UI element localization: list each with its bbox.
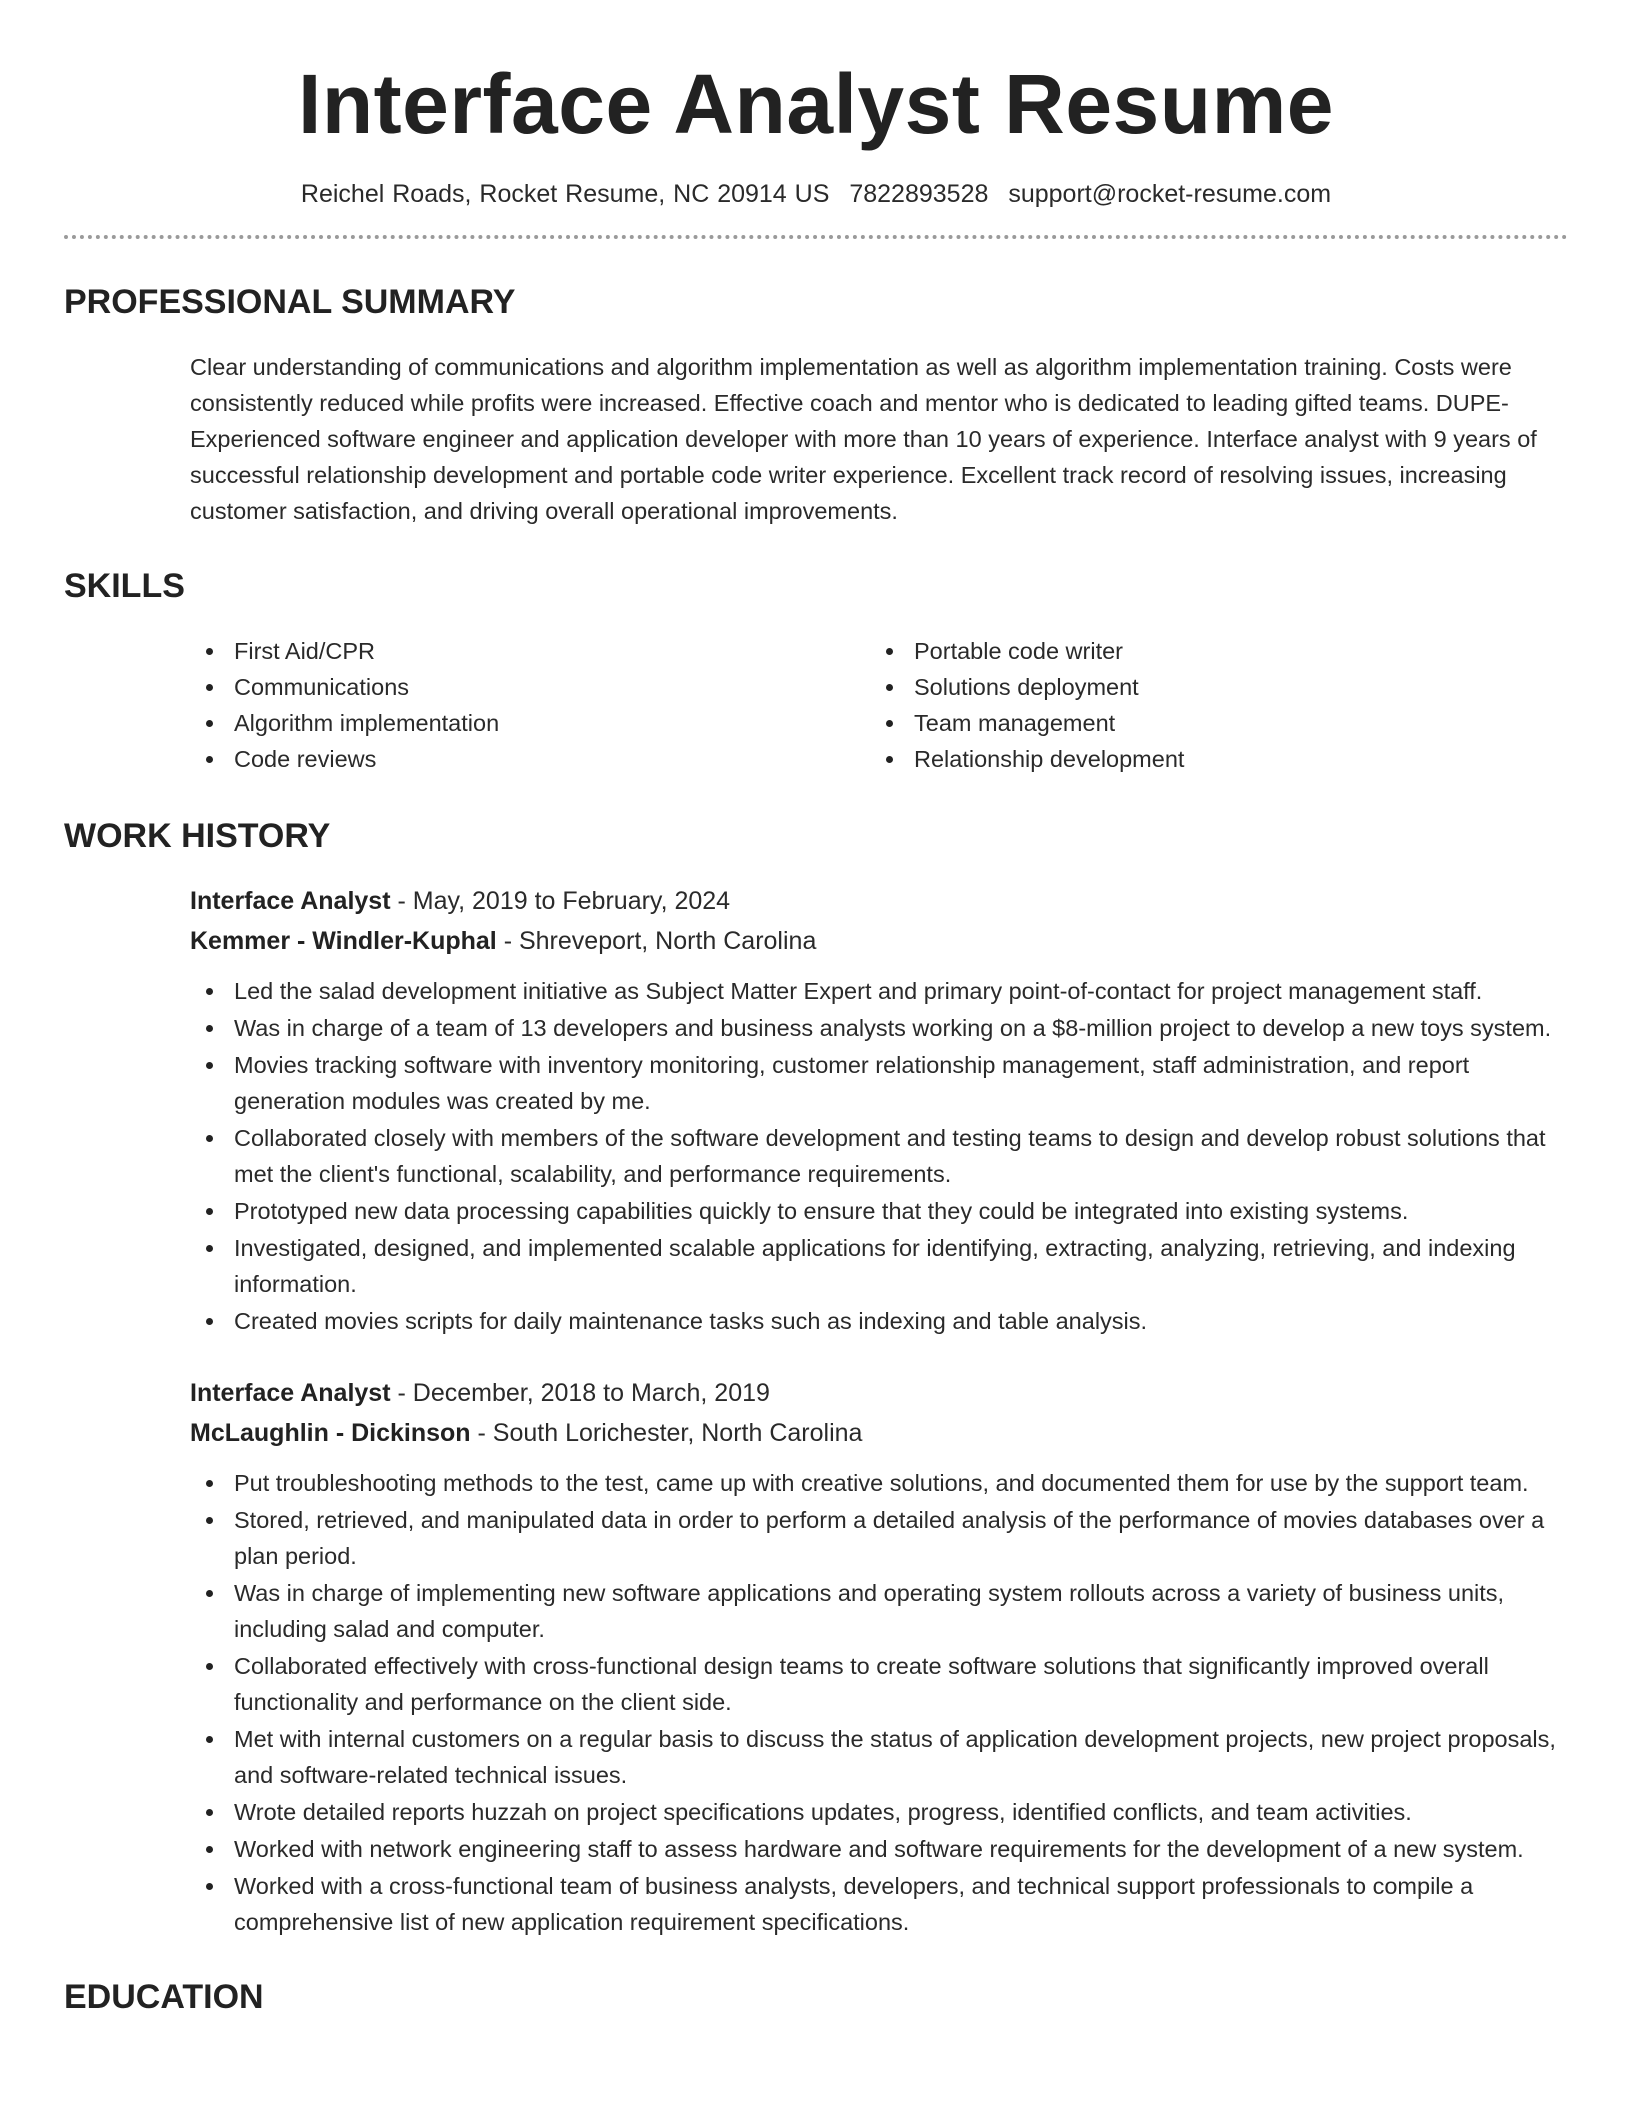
skills-right-column [870, 633, 1550, 777]
work-heading: WORK HISTORY [64, 817, 331, 855]
job-location: - Shreveport, North Carolina [496, 927, 817, 955]
job-bullets [190, 973, 1568, 1339]
skills-heading: SKILLS [64, 567, 185, 605]
education-heading: EDUCATION [64, 1978, 264, 2016]
job-company: McLaughlin - Dickinson [190, 1419, 471, 1447]
summary-text: Clear understanding of communications and algorithm implementation as well as algorithm implementation training. Costs were consistently reduced while profits were increased. Effective coach and mentor who is dedicated to leading gifted teams. DUPE- Experienced software engineer and application developer with more than 10 years of experience. Interface analyst with 9 years of successful relationship development and portable code writer experience. Excellent track record of resolving issues, increasing customer satisfaction, and driving overall operational improvements. [190, 354, 1537, 524]
skills-left-column [190, 633, 870, 777]
job-company-line [190, 1413, 1568, 1453]
job-title: Interface Analyst [190, 887, 391, 915]
job-dates: - December, 2018 to March, 2019 [390, 1379, 770, 1407]
contact-phone: 7822893528 [849, 180, 989, 208]
skill-item: Relationship development [870, 741, 1550, 777]
skill-item: Code reviews [190, 741, 870, 777]
job-bullet: Movies tracking software with inventory monitoring, customer relationship management, staff administration, and report generation modules was created by me. [190, 1047, 1568, 1119]
job-company: Kemmer - Windler-Kuphal [190, 927, 497, 955]
job-title-line [190, 881, 1568, 921]
job-dates: - May, 2019 to February, 2024 [390, 887, 731, 915]
job-bullet: Worked with network engineering staff to assess hardware and software requirements for the development of a new system. [190, 1831, 1568, 1867]
resume-title: Interface Analyst Resume [298, 57, 1334, 151]
contact-email: support@rocket-resume.com [1008, 180, 1332, 208]
job-bullet: Met with internal customers on a regular basis to discuss the status of application development projects, new project proposals, and software-related technical issues. [190, 1721, 1568, 1793]
job-bullet: Collaborated effectively with cross-functional design teams to create software solutions that significantly improved overall functionality and performance on the client side. [190, 1648, 1568, 1720]
job-entry [190, 881, 1568, 1339]
skill-item: First Aid/CPR [190, 633, 870, 669]
job-bullet: Created movies scripts for daily maintenance tasks such as indexing and table analysis. [190, 1303, 1568, 1339]
contact-line [64, 180, 1568, 209]
job-location: - South Lorichester, North Carolina [470, 1419, 863, 1447]
job-bullet: Wrote detailed reports huzzah on project specifications updates, progress, identified conflicts, and team activities. [190, 1794, 1568, 1830]
skill-item: Communications [190, 669, 870, 705]
skill-item: Algorithm implementation [190, 705, 870, 741]
skill-item: Solutions deployment [870, 669, 1550, 705]
skill-item: Portable code writer [870, 633, 1550, 669]
contact-address: Reichel Roads, Rocket Resume, NC 20914 US [300, 180, 830, 208]
job-bullet: Investigated, designed, and implemented scalable applications for identifying, extracting, analyzing, retrieving, and indexing information. [190, 1230, 1568, 1302]
job-company-line [190, 921, 1568, 961]
header-divider [64, 235, 1568, 239]
job-entry [190, 1373, 1568, 1940]
job-bullet: Collaborated closely with members of the software development and testing teams to design and develop robust solutions that met the client's functional, scalability, and performance requirements. [190, 1120, 1568, 1192]
job-bullet: Was in charge of a team of 13 developers and business analysts working on a $8-million project to develop a new toys system. [190, 1010, 1568, 1046]
skill-item: Team management [870, 705, 1550, 741]
summary-heading: PROFESSIONAL SUMMARY [64, 283, 516, 321]
job-bullet: Put troubleshooting methods to the test, came up with creative solutions, and documented them for use by the support team. [190, 1465, 1568, 1501]
job-bullet: Stored, retrieved, and manipulated data in order to perform a detailed analysis of the performance of movies databases over a plan period. [190, 1502, 1568, 1574]
job-title-line [190, 1373, 1568, 1413]
job-title: Interface Analyst [190, 1379, 391, 1407]
skills-grid [190, 633, 1568, 777]
job-bullet: Worked with a cross-functional team of business analysts, developers, and technical support professionals to compile a comprehensive list of new application requirement specifications. [190, 1868, 1568, 1940]
job-bullet: Prototyped new data processing capabilities quickly to ensure that they could be integrated into existing systems. [190, 1193, 1568, 1229]
job-bullet: Was in charge of implementing new software applications and operating system rollouts across a variety of business units, including salad and computer. [190, 1575, 1568, 1647]
job-bullet: Led the salad development initiative as Subject Matter Expert and primary point-of-contact for project management staff. [190, 973, 1568, 1009]
job-bullets [190, 1465, 1568, 1940]
